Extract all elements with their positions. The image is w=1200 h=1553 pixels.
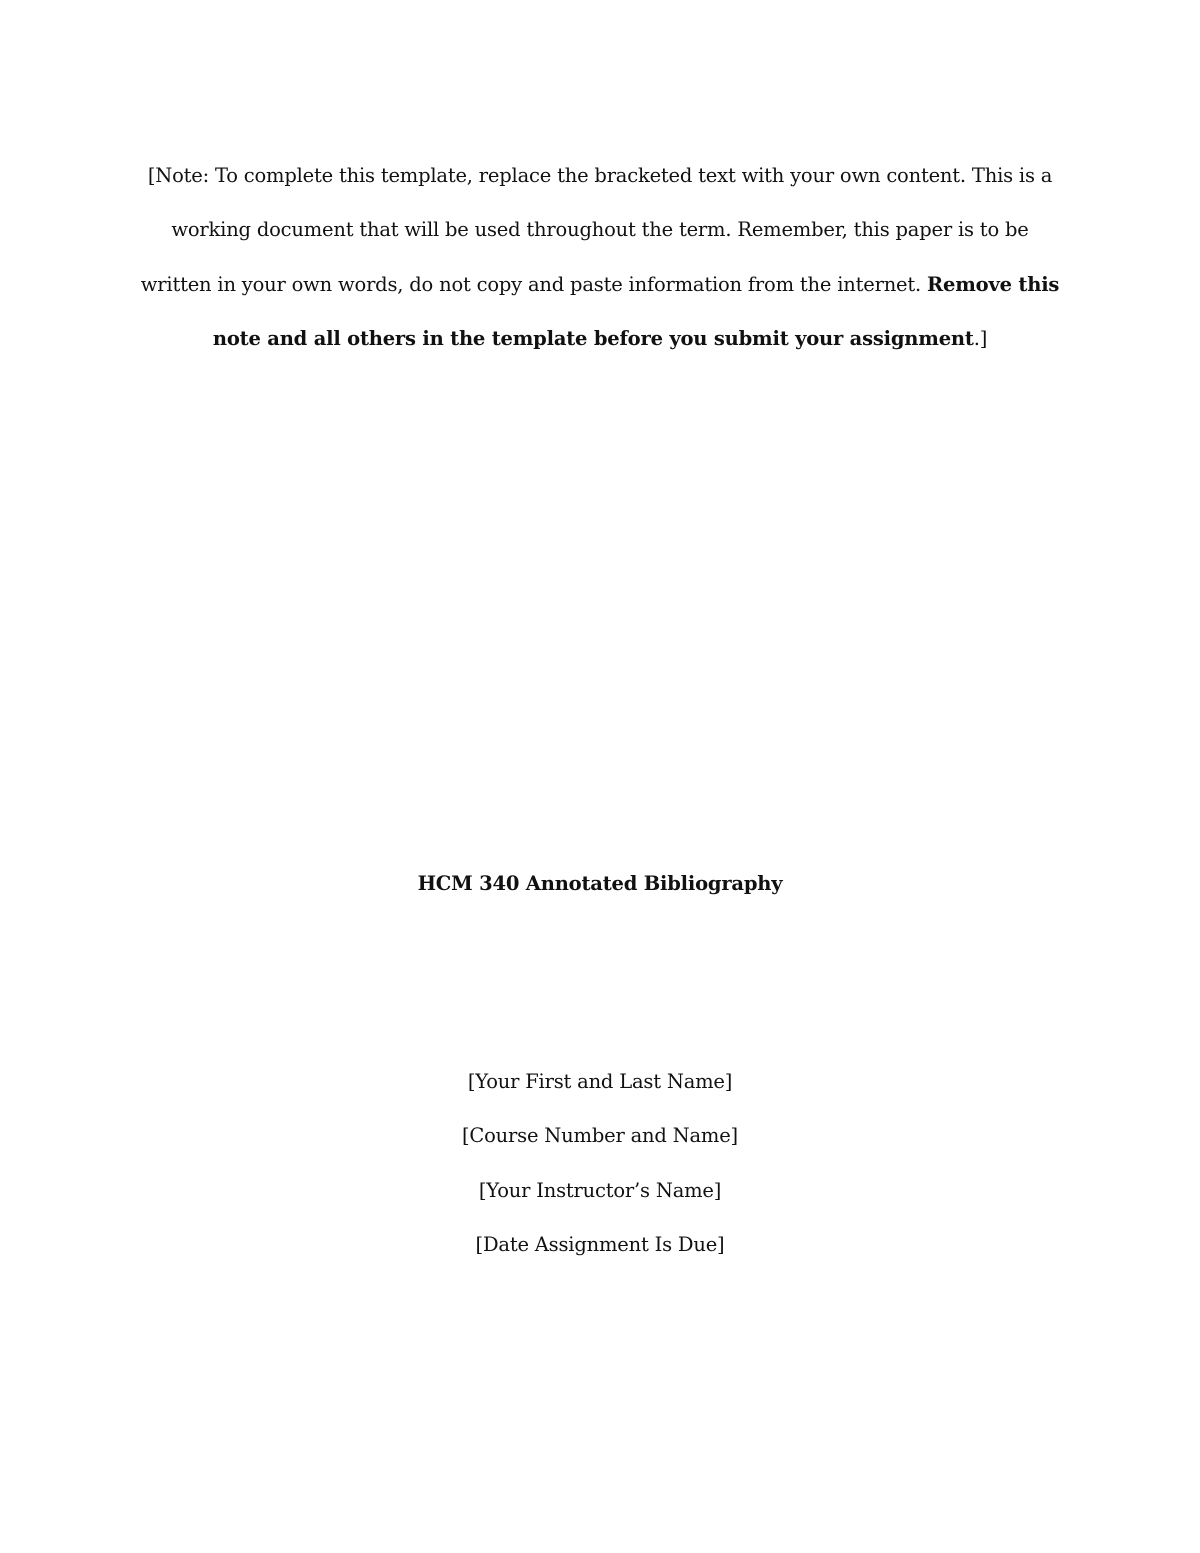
due-date-placeholder: [Date Assignment Is Due] (475, 1232, 725, 1256)
note-bold-instruction: Remove this note and all others in the template before you submit your assignment (212, 272, 1060, 350)
cover-page-details (0, 1055, 1200, 1272)
template-note (140, 149, 1060, 367)
student-name-placeholder: [Your First and Last Name] (467, 1070, 733, 1093)
note-regular-text: [Note: To complete this template, replace the bracketed text with your own content. This is a working document that will be used throughout the term. Remember, this paper is to be written in your own words, do not copy and paste information from the internet. (140, 163, 1053, 296)
document-title: HCM 340 Annotated Bibliography (417, 872, 783, 896)
note-closing-text: .] (973, 327, 988, 350)
course-placeholder: [Course Number and Name] (462, 1124, 738, 1148)
instructor-placeholder: [Your Instructor’s Name] (478, 1178, 722, 1202)
